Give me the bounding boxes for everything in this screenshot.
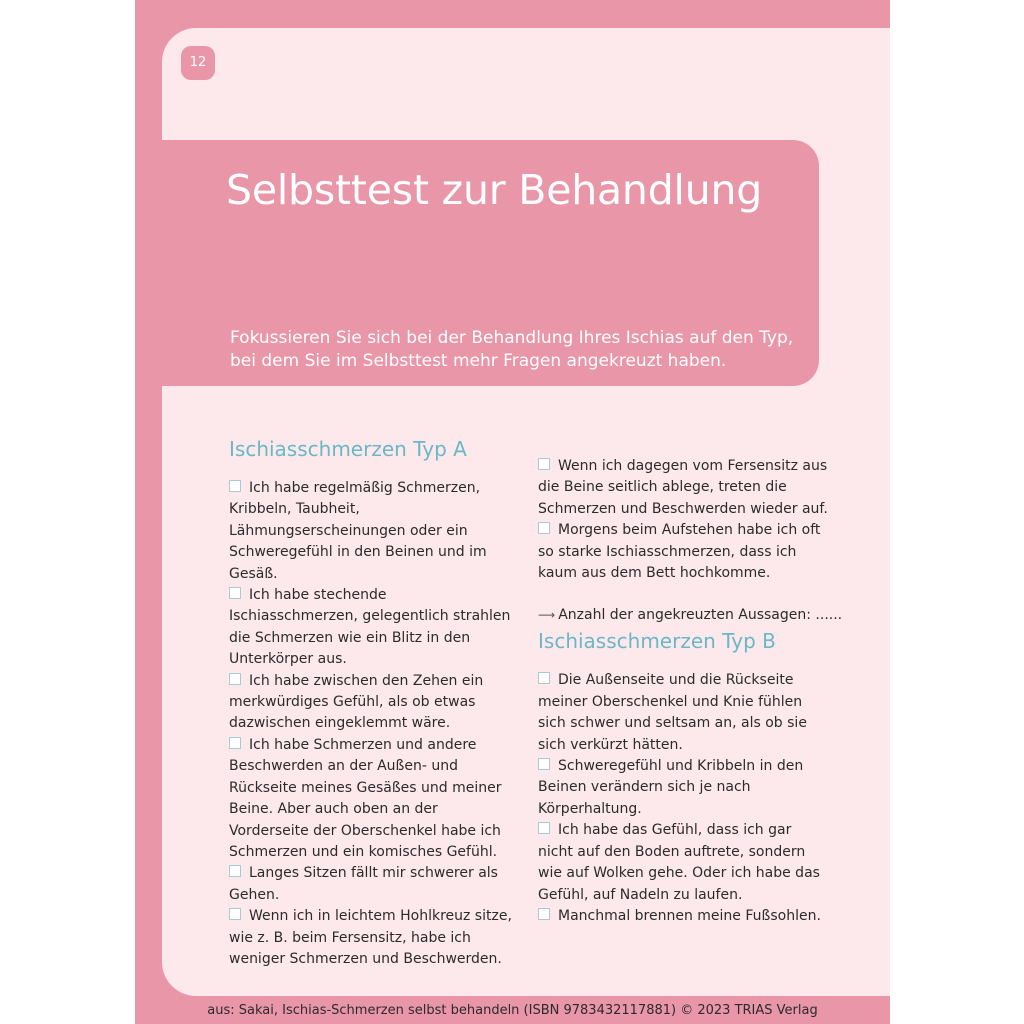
type-b-list — [538, 670, 828, 927]
checkbox-icon[interactable] — [229, 587, 241, 599]
checkbox-icon[interactable] — [229, 908, 241, 920]
type-a-list-continued — [538, 456, 828, 584]
page-title: Selbsttest zur Behandlung — [226, 166, 763, 214]
checkbox-icon[interactable] — [538, 458, 550, 470]
section-heading-type-a: Ischiasschmerzen Typ A — [229, 437, 467, 461]
intro-text: Fokussieren Sie sich bei der Behandlung Ihres Ischias auf den Typ, bei dem Sie im Selbsttest mehr Fragen angekreuzt haben. — [230, 328, 794, 371]
count-line-type-a: ⟶ Anzahl der angekreuzten Aussagen: ...... — [538, 607, 843, 624]
right-column — [538, 434, 843, 927]
section-heading-type-b: Ischiasschmerzen Typ B — [538, 629, 776, 654]
list-item: Manchmal brennen meine Fußsohlen. — [538, 906, 828, 927]
page-number: 12 — [181, 46, 215, 80]
list-item: Schweregefühl und Kribbeln in den Beinen verändern sich je nach Körperhaltung. — [538, 758, 804, 817]
checkbox-icon[interactable] — [229, 865, 241, 877]
list-item: Langes Sitzen fällt mir schwerer als Gehen. — [229, 865, 498, 903]
left-column — [229, 434, 519, 970]
footer-citation: aus: Sakai, Ischias-Schmerzen selbst behandeln (ISBN 9783432117881) © 2023 TRIAS Verlag — [207, 1003, 818, 1018]
list-item: Ich habe Schmerzen und andere Beschwerden an der Außen- und Rückseite meines Gesäßes und meiner Beine. Aber auch oben an der Vorderseite der Oberschenkel habe ich Schmerzen und ein komisches Gefühl. — [229, 736, 502, 860]
checkbox-icon[interactable] — [229, 480, 241, 492]
checkbox-icon[interactable] — [538, 908, 550, 920]
list-item: Ich habe stechende Ischiasschmerzen, gelegentlich strahlen die Schmerzen wie ein Blitz in den Unterkörper aus. — [229, 587, 511, 668]
list-item: Morgens beim Aufstehen habe ich oft so starke Ischiasschmerzen, dass ich kaum aus dem Bett hochkomme. — [538, 522, 821, 582]
checkbox-icon[interactable] — [538, 822, 550, 834]
list-item: Wenn ich in leichtem Hohlkreuz sitze, wie z. B. beim Fersensitz, habe ich weniger Schmerzen und Beschwerden. — [229, 908, 512, 967]
type-a-list — [229, 478, 519, 970]
list-item: Wenn ich dagegen vom Fersensitz aus die Beine seitlich ablege, treten die Schmerzen und Beschwerden wieder auf. — [538, 458, 828, 517]
checkbox-icon[interactable] — [538, 758, 550, 770]
checkbox-icon[interactable] — [229, 737, 241, 749]
list-item: Ich habe das Gefühl, dass ich gar nicht auf den Boden auftrete, sondern wie auf Wolken gehe. Oder ich habe das Gefühl, auf Nadeln zu laufen. — [538, 822, 820, 903]
checkbox-icon[interactable] — [229, 673, 241, 685]
list-item: Ich habe regelmäßig Schmerzen, Kribbeln, Taubheit, Lähmungserscheinungen oder ein Schweregefühl in den Beinen und im Gesäß. — [229, 480, 487, 582]
arrow-right-icon: ⟶ — [538, 608, 556, 623]
list-item: Die Außenseite und die Rückseite meiner Oberschenkel und Knie fühlen sich schwer und seltsam an, als ob sie sich verkürzt hätten. — [538, 672, 807, 753]
checkbox-icon[interactable] — [538, 522, 550, 534]
checkbox-icon[interactable] — [538, 672, 550, 684]
list-item: Ich habe zwischen den Zehen ein merkwürdiges Gefühl, als ob etwas dazwischen eingeklemmt wäre. — [229, 672, 484, 732]
